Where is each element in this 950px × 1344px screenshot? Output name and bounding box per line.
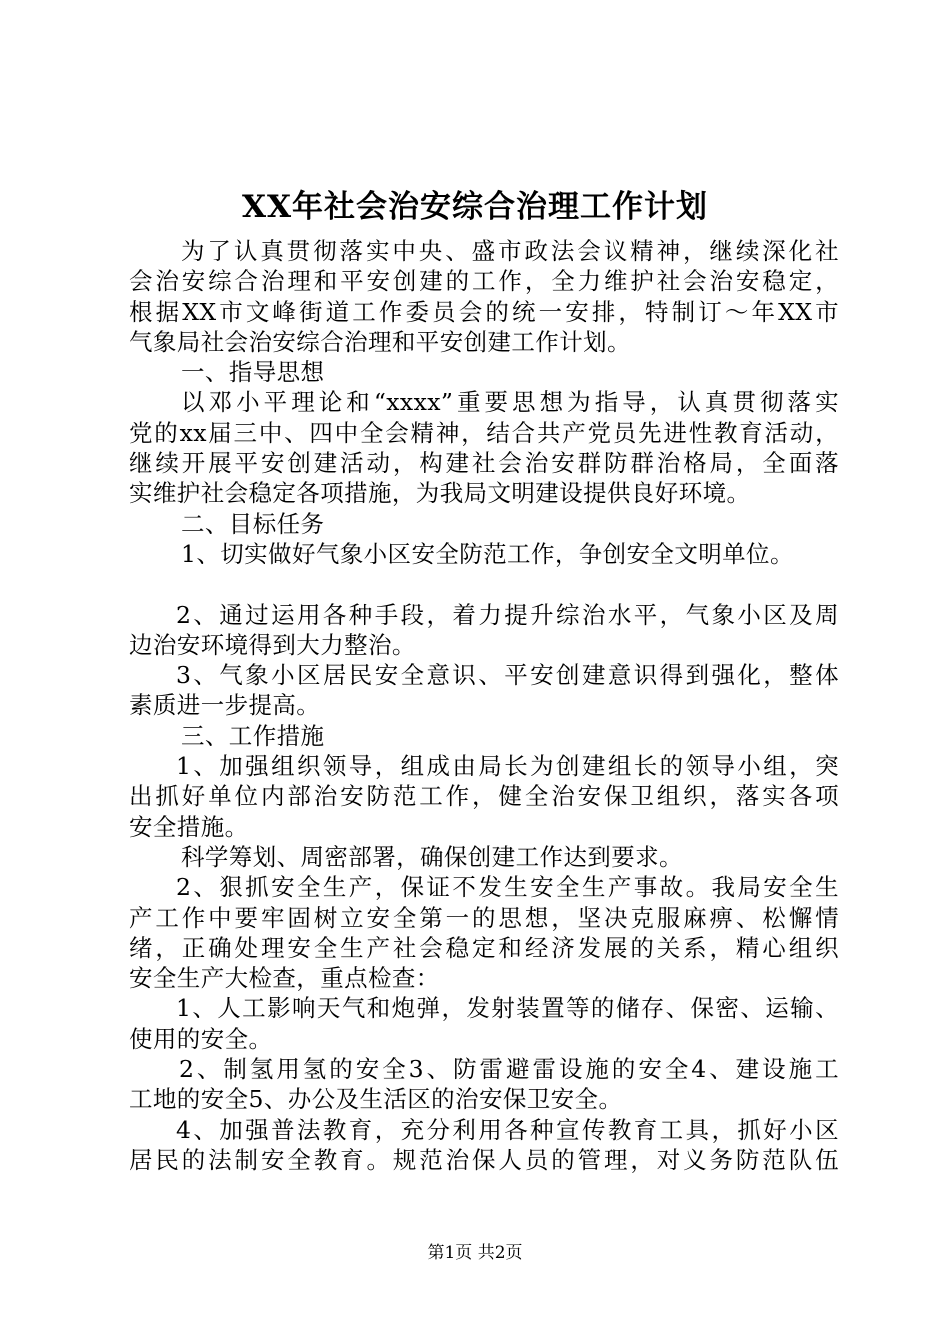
section-heading: 一、指导思想 bbox=[181, 358, 325, 387]
paragraph-line: 安全生产大检查，重点检查： bbox=[129, 964, 440, 993]
paragraph-line: 继续开展平安创建活动，构建社会治安群防群治格局，全面落 bbox=[129, 449, 839, 478]
paragraph-line: 素质进一步提高。 bbox=[129, 691, 321, 720]
paragraph-line: 产工作中要牢固树立安全第一的思想，坚决克服麻痹、松懈情 bbox=[129, 903, 839, 932]
document-title: XX年社会治安综合治理工作计划 bbox=[241, 189, 709, 225]
paragraph-line: 2、狠抓安全生产，保证不发生安全生产事故。我局安全生 bbox=[176, 873, 839, 902]
paragraph-line: 1、人工影响天气和炮弹，发射装置等的储存、保密、运输、 bbox=[176, 994, 839, 1023]
paragraph-line: 1、切实做好气象小区安全防范工作，争创安全文明单位。 bbox=[181, 539, 794, 568]
paragraph-line: 1、加强组织领导，组成由局长为创建组长的领导小组，突 bbox=[176, 752, 839, 781]
paragraph-line: 以邓小平理论和“xxxx”重要思想为指导，认真贯彻落实 bbox=[181, 388, 839, 417]
paragraph-line: 实维护社会稳定各项措施，为我局文明建设提供良好环境。 bbox=[129, 479, 751, 508]
paragraph-line: 党的xx届三中、四中全会精神，结合共产党员先进性教育活动， bbox=[129, 418, 839, 447]
paragraph-line: 使用的安全。 bbox=[129, 1024, 273, 1053]
paragraph-line: 绪，正确处理安全生产社会稳定和经济发展的关系，精心组织 bbox=[129, 933, 839, 962]
paragraph-line: 会治安综合治理和平安创建的工作，全力维护社会治安稳定， bbox=[129, 267, 839, 296]
section-heading: 二、目标任务 bbox=[181, 509, 325, 538]
page-footer: 第1页 共2页 bbox=[427, 1243, 523, 1263]
paragraph-line: 3、气象小区居民安全意识、平安创建意识得到强化，整体 bbox=[176, 661, 839, 690]
blank-line bbox=[129, 569, 839, 599]
paragraph-line: 出抓好单位内部治安防范工作，健全治安保卫组织，落实各项 bbox=[129, 782, 839, 811]
paragraph-line: 安全措施。 bbox=[129, 812, 249, 841]
paragraph-line: 4、加强普法教育，充分利用各种宣传教育工具，抓好小区 bbox=[176, 1115, 839, 1144]
paragraph-line: 根据XX市文峰街道工作委员会的统一安排，特制订～年XX市 bbox=[129, 297, 839, 326]
document-body bbox=[129, 236, 839, 1175]
paragraph-line: 科学筹划、周密部署，确保创建工作达到要求。 bbox=[181, 842, 683, 871]
paragraph-line: 居民的法制安全教育。规范治保人员的管理，对义务防范队伍 bbox=[129, 1145, 839, 1174]
paragraph-line: 工地的安全5、办公及生活区的治安保卫安全。 bbox=[129, 1085, 623, 1114]
section-heading: 三、工作措施 bbox=[181, 721, 325, 750]
paragraph-line: 为了认真贯彻落实中央、盛市政法会议精神，继续深化社 bbox=[181, 237, 839, 265]
paragraph-line: 气象局社会治安综合治理和平安创建工作计划。 bbox=[129, 327, 631, 356]
paragraph-line: 2、制氢用氢的安全3、防雷避雷设施的安全4、建设施工 bbox=[179, 1055, 839, 1084]
paragraph-line: 2、通过运用各种手段，着力提升综治水平，气象小区及周 bbox=[176, 600, 839, 629]
paragraph-line: 边治安环境得到大力整治。 bbox=[129, 630, 416, 659]
